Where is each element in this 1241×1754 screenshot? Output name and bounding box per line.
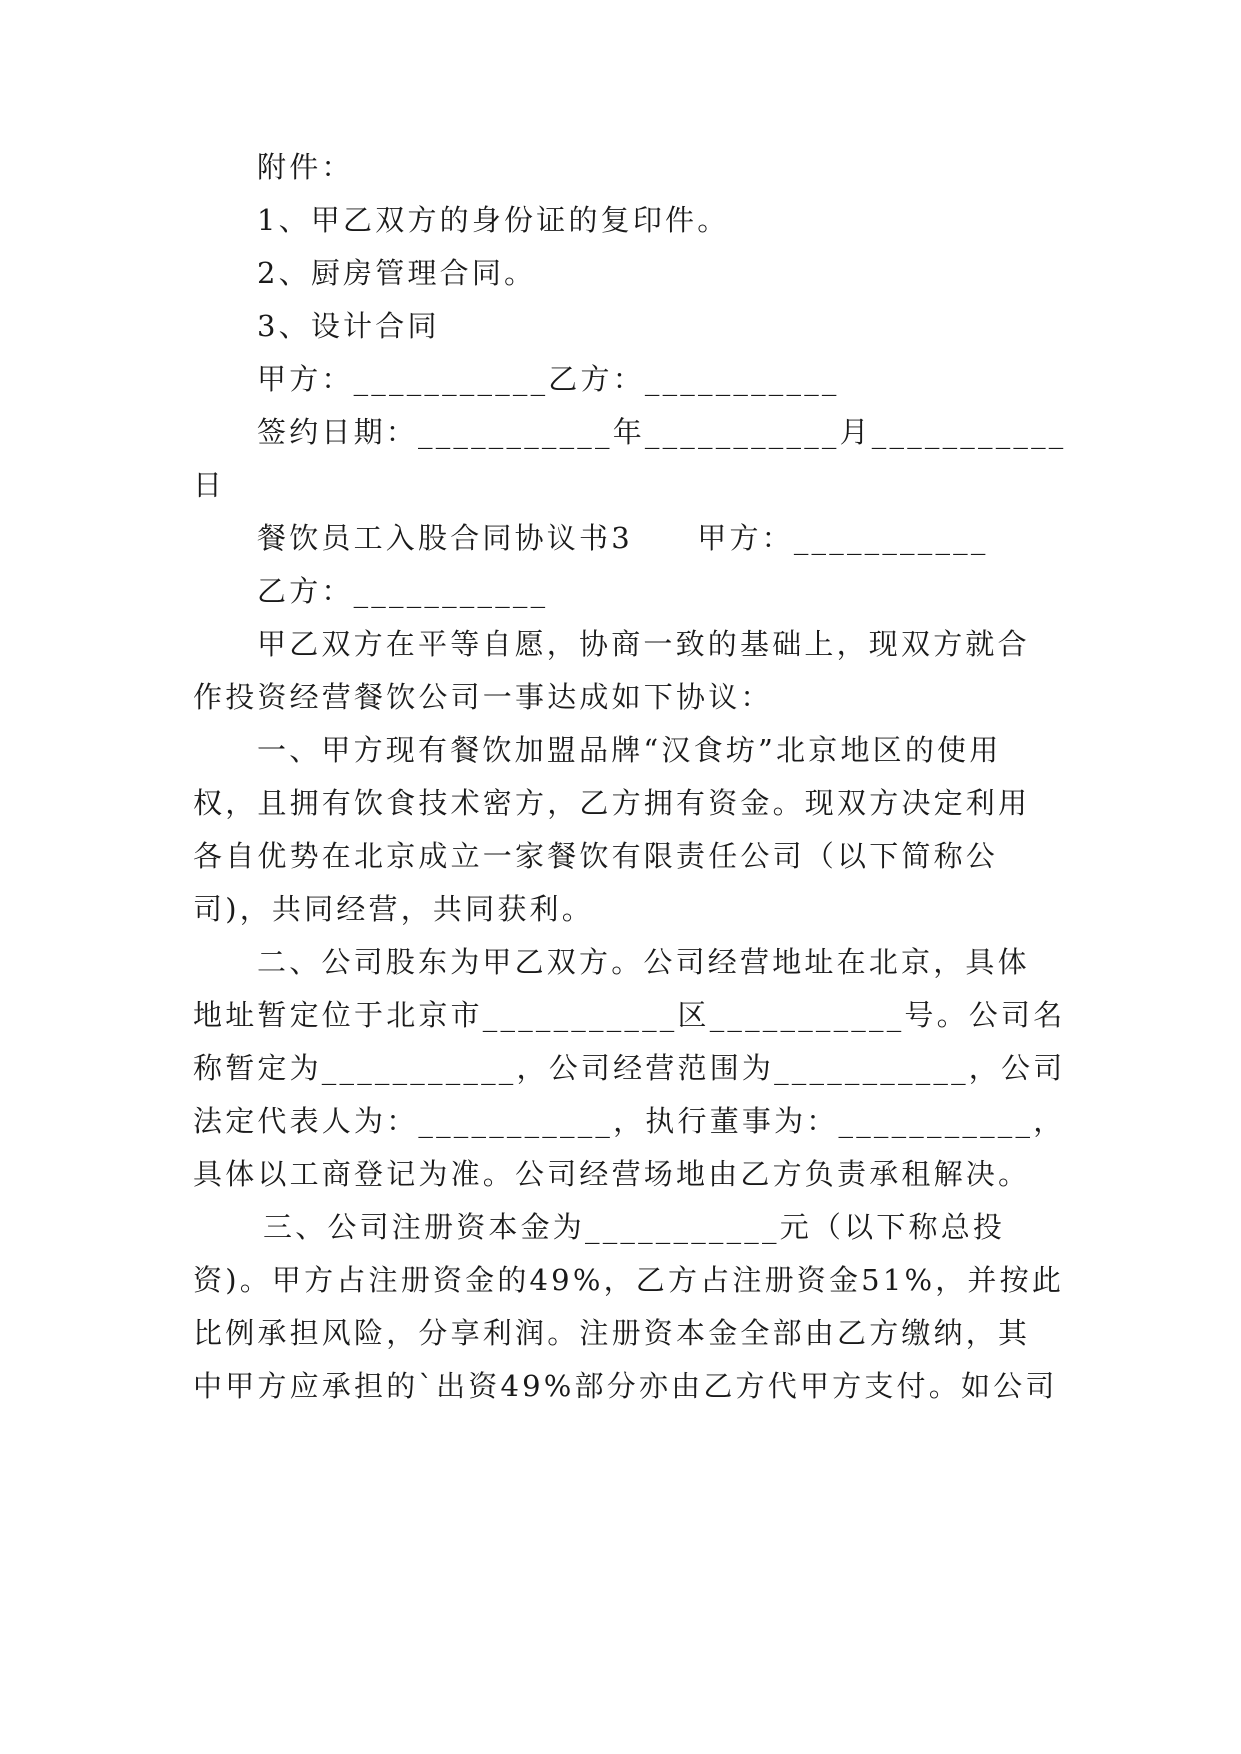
attachment-item-3: 3、设计合同: [257, 309, 440, 343]
clause-1-line-4: 司)，共同经营，共同获利。: [193, 892, 594, 926]
clause-1-line-3: 各自优势在北京成立一家餐饮有限责任公司（以下简称公: [193, 839, 999, 873]
signing-date-line: 签约日期：___________年___________月___________: [257, 415, 1067, 449]
clause-2-line-3: 称暂定为___________，公司经营范围为___________，公司: [193, 1051, 1066, 1085]
clause-2-line-1: 二、公司股东为甲乙双方。公司经营地址在北京，具体: [257, 945, 1030, 979]
attachment-item-1: 1、甲乙双方的身份证的复印件。: [257, 203, 730, 237]
signing-date-day: 日: [193, 468, 226, 502]
party-b-line: 乙方：___________: [257, 574, 549, 608]
contract-title-line: 餐饮员工入股合同协议书3 甲方：___________: [257, 521, 989, 555]
clause-3-line-2: 资)。甲方占注册资金的49%，乙方占注册资金51%，并按此: [193, 1263, 1065, 1297]
clause-2-line-4: 法定代表人为：___________，执行董事为：___________，: [193, 1104, 1066, 1138]
clause-1-line-1: 一、甲方现有餐饮加盟品牌“汉食坊”北京地区的使用: [257, 733, 1002, 767]
clause-2-line-5: 具体以工商登记为准。公司经营场地由乙方负责承租解决。: [193, 1157, 1031, 1191]
clause-3-line-4: 中甲方应承担的`出资49%部分亦由乙方代甲方支付。如公司: [193, 1369, 1058, 1403]
attachment-item-2: 2、厨房管理合同。: [257, 256, 537, 290]
clause-2-line-2: 地址暂定位于北京市___________区___________号。公司名: [193, 998, 1066, 1032]
clause-1-line-2: 权，且拥有饮食技术密方，乙方拥有资金。现双方决定利用: [193, 786, 1031, 820]
signature-parties-line: 甲方：___________乙方：___________: [257, 362, 840, 396]
preamble-line-2: 作投资经营餐饮公司一事达成如下协议：: [193, 680, 773, 714]
preamble-line-1: 甲乙双方在平等自愿，协商一致的基础上，现双方就合: [257, 627, 1030, 661]
clause-3-line-1: 三、公司注册资本金为___________元（以下称总投: [263, 1210, 1006, 1244]
attachment-heading: 附件：: [257, 150, 354, 184]
clause-3-line-3: 比例承担风险，分享利润。注册资本金全部由乙方缴纳，其: [193, 1316, 1031, 1350]
